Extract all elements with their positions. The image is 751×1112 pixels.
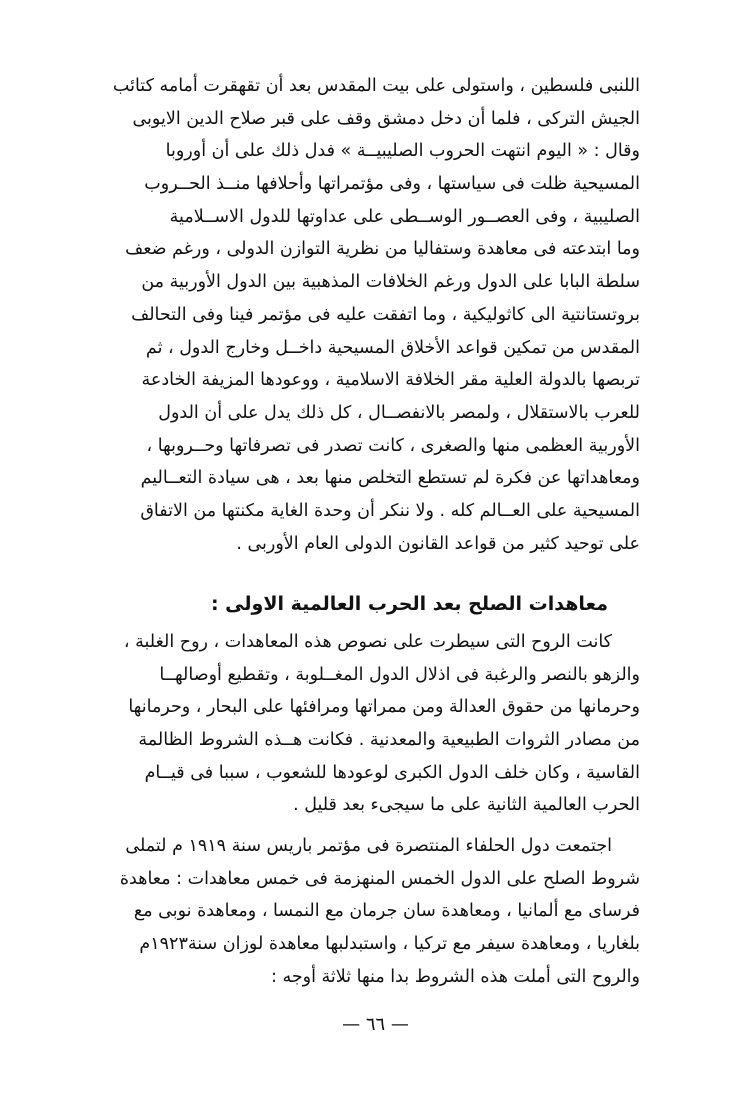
text-line: اللنبى فلسطين ، واستولى على بيت المقدس بعد أن تقهقرت أمامه كتائب xyxy=(112,76,640,96)
text-line: سلطة البابا على الدول ورغم الخلافات المذهبية بين الدول الأوربية من xyxy=(141,272,640,293)
paragraph-paris-conference xyxy=(100,830,640,993)
text-line: وحرمانها من حقوق العدالة ومن ممراتها ومرافئها على البحار ، وحرمانها xyxy=(128,697,640,718)
text-line: القاسية ، وكان خلف الدول الكبرى لوعودها للشعوب ، سببا فى قيــام xyxy=(144,762,640,783)
text-line: وقال : « اليوم انتهت الحروب الصليبيــة » فدل ذلك على أن أوروبا xyxy=(165,141,640,162)
text-line: شروط الصلح على الدول الخمس المنهزمة فى خمس معاهدات : معاهدة xyxy=(119,868,640,889)
text-line: المقدس من تمكين قواعد الأخلاق المسيحية داخــل وخارج الدول ، ثم xyxy=(145,337,640,358)
text-line: والروح التى أملت هذه الشروط بدا منها ثلاثة أوجه : xyxy=(270,966,640,987)
text-line: فرساى مع ألمانيا ، ومعاهدة سان جرمان مع النمسا ، ومعاهدة نوبى مع xyxy=(133,901,640,922)
text-line: تربصها بالدولة العلية مقر الخلافة الاسلامية ، ووعودها المزيفة الخادعة xyxy=(141,370,640,391)
text-line: المسيحية ظلت فى سياستها ، وفى مؤتمراتها وأحلافها منــذ الحــروب xyxy=(144,174,640,195)
text-line: الصليبية ، وفى العصــور الوســطى على عداوتها للدول الاســلامية xyxy=(169,206,640,227)
text-line: والزهو بالنصر والرغبة فى اذلال الدول المغــلوبة ، وتقطيع أوصالهــا xyxy=(159,664,640,685)
text-line: الحرب العالمية الثانية على ما سيجىء بعد قليل . xyxy=(293,795,640,816)
text-line: من مصادر الثروات الطبيعية والمعدنية . فكانت هــذه الشروط الظالمة xyxy=(138,730,640,751)
text-line: ومعاهداتها عن فكرة لم تستطع التخلص منها بعد ، هى سيادة التعــاليم xyxy=(140,468,640,489)
text-line: للعرب بالاستقلال ، ولمصر بالانفصــال ، كل ذلك يدل على أن الدول xyxy=(158,402,640,423)
text-line: وما ابتدعته فى معاهدة وستفاليا من نظرية التوازن الدولى ، ورغم ضعف xyxy=(125,239,640,260)
text-line: بروتستانتية الى كاثوليكية ، وما اتفقت عليه فى مؤتمر فينا وفى التحالف xyxy=(131,304,640,325)
paragraph-crusades xyxy=(100,70,640,560)
text-line: اجتمعت دول الحلفاء المنتصرة فى مؤتمر باريس سنة ١٩١٩ م لتملى xyxy=(125,836,612,856)
text-line: بلغاريا ، ومعاهدة سيفر مع تركيا ، واستبدلبها معاهدة لوزان سنة١٩٢٣م xyxy=(139,934,640,955)
text-line: المسيحية على العــالم كله . ولا ننكر أن وحدة الغاية مكنتها من الاتفاق xyxy=(140,500,640,521)
text-line: الجيش التركى ، فلما أن دخل دمشق وقف على قبر صلاح الدين الايوبى xyxy=(132,108,640,129)
text-line: كانت الروح التى سيطرت على نصوص هذه المعاهدات ، روح الغلبة ، xyxy=(123,632,612,652)
section-heading: معاهدات الصلح بعد الحرب العالمية الاولى : xyxy=(210,593,608,615)
text-line: على توحيد كثير من قواعد القانون الدولى العام الأوربى . xyxy=(236,533,640,554)
page-number: — ٦٦ — xyxy=(342,1014,409,1035)
paragraph-peace-spirit xyxy=(100,626,640,822)
text-line: الأوربية العظمى منها والصغرى ، كانت تصدر فى تصرفاتها وحــروبها ، xyxy=(146,435,640,456)
